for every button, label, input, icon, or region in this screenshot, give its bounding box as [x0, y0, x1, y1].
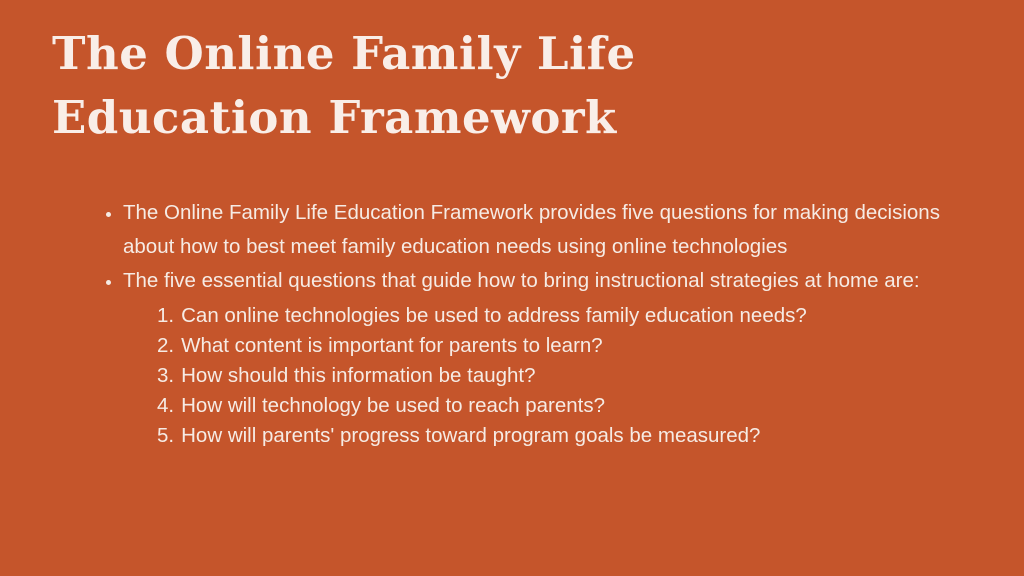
bullet-text: The five essential questions that guide how to bring instructional strategies at home are:	[123, 269, 920, 292]
question-number: 2.	[157, 334, 175, 357]
question-item-2	[157, 331, 958, 361]
question-text: Can online technologies be used to address family education needs?	[181, 304, 807, 327]
question-number: 1.	[157, 304, 175, 327]
question-item-1	[157, 301, 958, 331]
question-list	[123, 301, 958, 451]
bullet-list	[100, 196, 958, 451]
question-text: How will technology be used to reach parents?	[181, 394, 606, 417]
question-item-4	[157, 391, 958, 421]
slide-title	[52, 22, 636, 150]
question-item-5	[157, 421, 958, 451]
bullet-item-framework	[123, 196, 958, 264]
slide-title-line-2: Education Framework	[52, 91, 617, 144]
question-number: 3.	[157, 364, 175, 387]
question-text: What content is important for parents to learn?	[181, 334, 603, 357]
question-text: How should this information be taught?	[181, 364, 536, 387]
question-item-3	[157, 361, 958, 391]
question-text: How will parents' progress toward program goals be measured?	[181, 424, 761, 447]
bullet-text: The Online Family Life Education Framework provides five questions for making decisions about how to best meet family education needs using online technologies	[123, 201, 940, 258]
question-number: 4.	[157, 394, 175, 417]
question-number: 5.	[157, 424, 175, 447]
bullet-item-questions	[123, 264, 958, 451]
slide-title-line-1: The Online Family Life	[52, 27, 636, 80]
slide-body	[100, 196, 958, 451]
